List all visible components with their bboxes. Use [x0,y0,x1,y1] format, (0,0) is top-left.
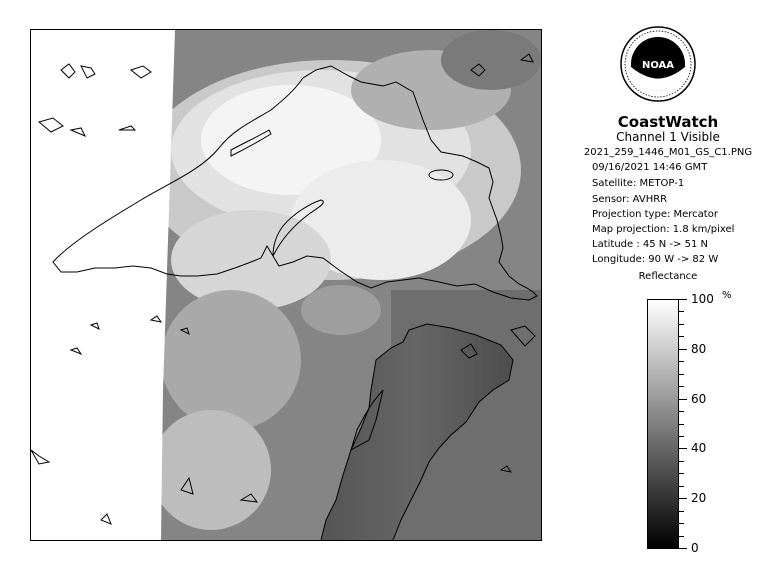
colorbar-tick [679,536,684,537]
colorbar-tick [679,473,684,474]
datetime-label: 09/16/2021 14:46 GMT [592,162,708,173]
channel-label: Channel 1 Visible [616,130,720,144]
sensor-label: Sensor: AVHRR [592,194,668,205]
colorbar-tick [679,498,687,499]
colorbar-tick [679,311,684,312]
satellite-image[interactable] [30,29,542,541]
colorbar-tick [679,511,684,512]
colorbar-tick [679,299,687,300]
colorbar-tick [679,361,684,362]
colorbar-tick [679,349,687,350]
colorbar-tick [679,461,684,462]
colorbar-tick [679,324,684,325]
longitude-label: Longitude: 90 W -> 82 W [592,254,719,265]
colorbar-tick [679,436,684,437]
colorbar-tick-label: 80 [691,341,707,356]
latitude-label: Latitude : 45 N -> 51 N [592,239,708,250]
satellite-label: Satellite: METOP-1 [592,178,685,189]
colorbar-tick-label: 0 [691,541,699,555]
colorbar-tick-label: 40 [691,441,707,456]
colorbar-tick [679,424,684,425]
map-projection-label: Map projection: 1.8 km/pixel [592,224,735,235]
colorbar-tick [679,336,684,337]
brand-title: CoastWatch [617,113,719,131]
filename-label: 2021_259_1446_M01_GS_C1.PNG [583,147,753,158]
colorbar-tick [679,486,684,487]
colorbar-tick [679,411,684,412]
colorbar-tick [679,523,684,524]
colorbar-unit: % [722,290,732,301]
noaa-logo-icon [620,20,696,108]
colorbar-tick [679,399,687,400]
colorbar-tick-label: 60 [691,391,707,406]
noaa-logo-text: NOAA [641,60,675,71]
colorbar-tick [679,386,684,387]
colorbar-tick [679,548,687,549]
colorbar-tick-label: 100 [691,292,714,306]
colorbar-tick-label: 20 [691,491,707,506]
colorbar-title: Reflectance [638,271,698,282]
colorbar-tick [679,448,687,449]
noaa-logo [620,20,696,108]
projection-type-label: Projection type: Mercator [592,209,718,220]
coverage-gap [31,30,175,540]
colorbar-tick [679,374,684,375]
colorbar [647,299,679,549]
